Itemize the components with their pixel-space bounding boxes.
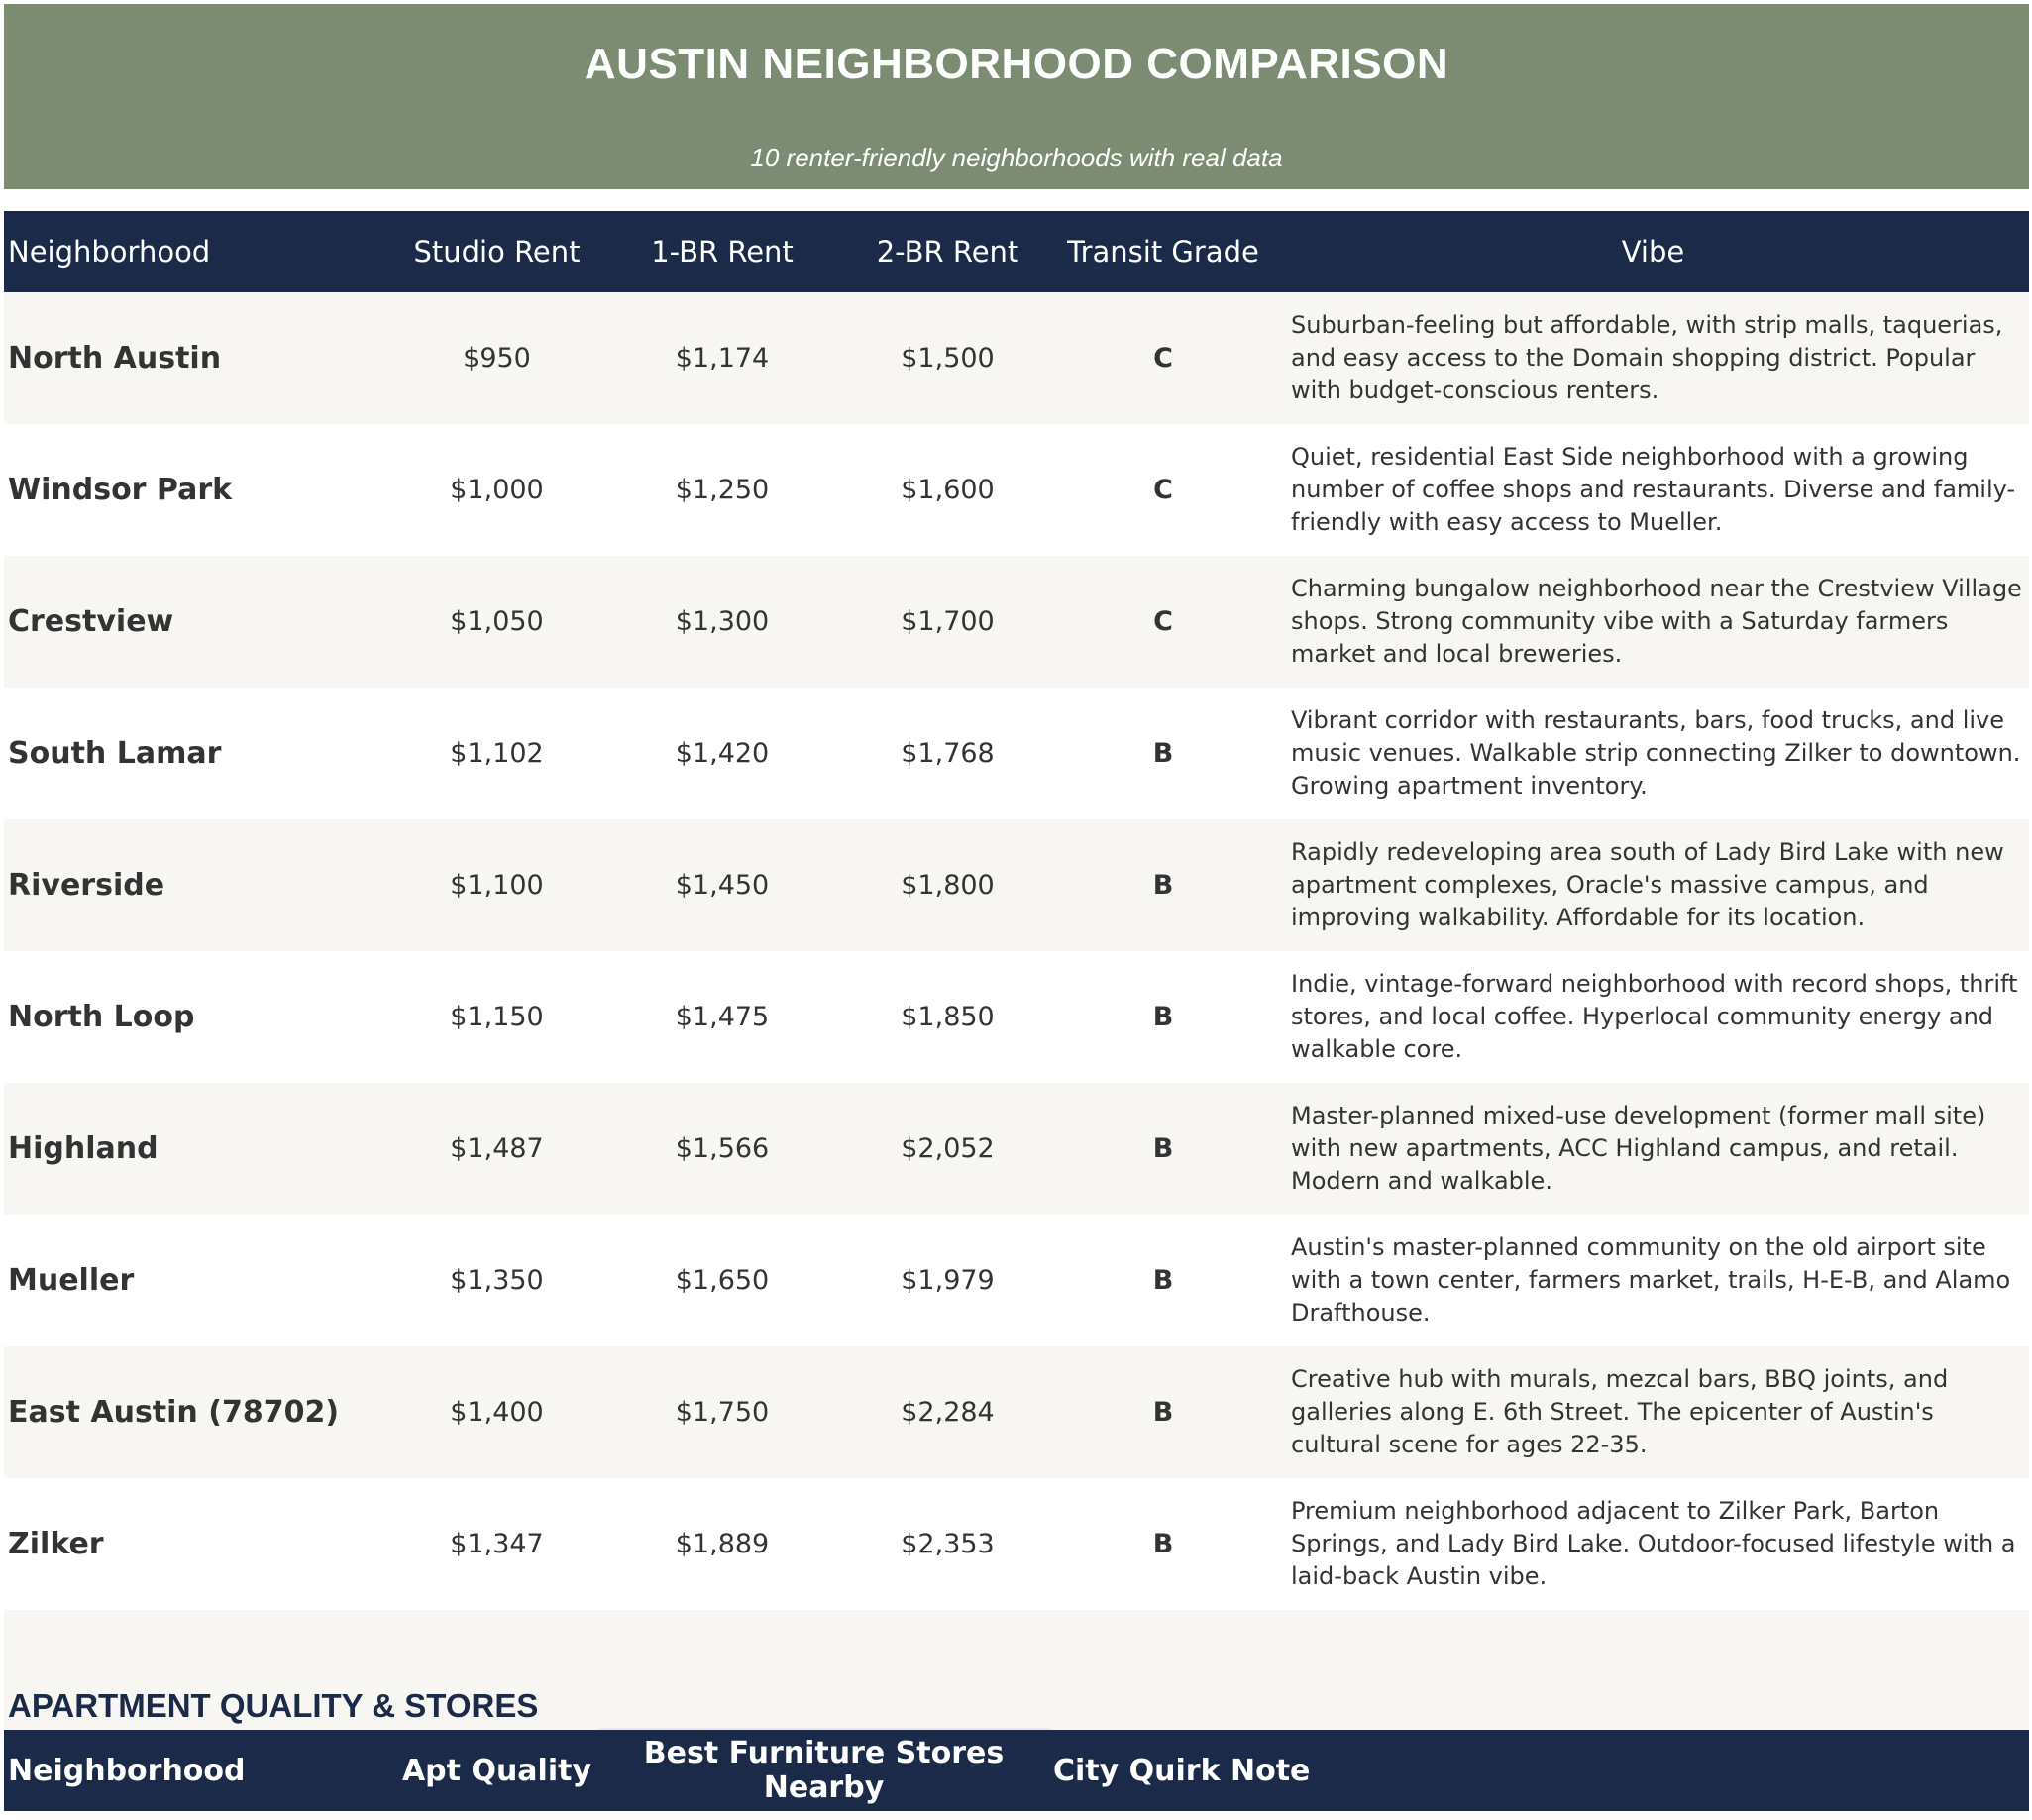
transit-grade-cell[interactable]: B (1152, 738, 1174, 769)
table-row[interactable] (4, 424, 2029, 556)
vibe-cell[interactable]: Creative hub with murals, mezcal bars, BBQ joints, and galleries along E. 6th Street. The epicenter of Austin's cultural scene for ages 22-35. (1291, 1365, 1949, 1458)
two-br-rent-cell[interactable]: $2,284 (901, 1397, 995, 1428)
table-row[interactable] (4, 688, 2029, 819)
one-br-rent-cell[interactable]: $1,420 (675, 738, 770, 769)
two-br-rent-cell[interactable]: $1,768 (901, 738, 995, 769)
col-header-2br[interactable]: 2-BR Rent (876, 235, 1019, 268)
table-row[interactable] (4, 1478, 2029, 1610)
neighborhood-cell[interactable]: Highland (8, 1131, 159, 1166)
quality-col-apt-quality[interactable]: Apt Quality (401, 1753, 592, 1788)
transit-grade-cell[interactable]: B (1152, 870, 1174, 901)
transit-grade-cell[interactable]: C (1153, 475, 1173, 505)
neighborhood-cell[interactable]: North Austin (8, 341, 222, 375)
one-br-rent-cell[interactable]: $1,174 (675, 343, 770, 374)
vibe-cell[interactable]: Suburban-feeling but affordable, with strip malls, taquerias, and easy access to the Domain shopping district. Popular with budget-conscious renters. (1291, 311, 2003, 404)
table-row[interactable] (4, 819, 2029, 951)
table-row[interactable] (4, 1215, 2029, 1346)
transit-grade-cell[interactable]: B (1152, 1397, 1174, 1428)
one-br-rent-cell[interactable]: $1,650 (675, 1265, 770, 1296)
quality-col-furniture[interactable]: Best Furniture Stores Nearby (643, 1736, 1005, 1805)
two-br-rent-cell[interactable]: $1,600 (901, 475, 995, 505)
two-br-rent-cell[interactable]: $1,700 (901, 606, 995, 637)
transit-grade-cell[interactable]: B (1152, 1133, 1174, 1164)
table-row[interactable] (4, 1346, 2029, 1478)
studio-rent-cell[interactable]: $1,102 (450, 738, 544, 769)
quality-section (4, 1610, 2029, 1730)
table-row[interactable] (4, 1083, 2029, 1215)
col-header-vibe[interactable]: Vibe (1621, 235, 1685, 268)
neighborhood-cell[interactable]: Mueller (8, 1263, 135, 1298)
one-br-rent-cell[interactable]: $1,566 (675, 1133, 770, 1164)
two-br-rent-cell[interactable]: $1,800 (901, 870, 995, 901)
studio-rent-cell[interactable]: $1,487 (450, 1133, 544, 1164)
col-header-studio[interactable]: Studio Rent (413, 235, 581, 268)
two-br-rent-cell[interactable]: $2,353 (901, 1529, 995, 1559)
transit-grade-cell[interactable]: B (1152, 1265, 1174, 1296)
vibe-cell[interactable]: Vibrant corridor with restaurants, bars, food trucks, and live music venues. Walkable strip connecting Zilker to downtown. Growing apartment inventory. (1291, 706, 2021, 800)
studio-rent-cell[interactable]: $1,100 (450, 870, 544, 901)
neighborhood-cell[interactable]: Windsor Park (8, 473, 233, 507)
one-br-rent-cell[interactable]: $1,889 (675, 1529, 770, 1559)
two-br-rent-cell[interactable]: $2,052 (901, 1133, 995, 1164)
transit-grade-cell[interactable]: B (1152, 1529, 1174, 1559)
quality-col-quirk[interactable]: City Quirk Note (1053, 1753, 1311, 1788)
transit-grade-cell[interactable]: B (1152, 1002, 1174, 1032)
col-header-1br[interactable]: 1-BR Rent (651, 235, 794, 268)
table-header-row (4, 211, 2029, 292)
title-banner (4, 4, 2029, 189)
one-br-rent-cell[interactable]: $1,450 (675, 870, 770, 901)
col-header-neighborhood[interactable]: Neighborhood (8, 235, 211, 268)
table-row[interactable] (4, 292, 2029, 424)
vibe-cell[interactable]: Indie, vintage-forward neighborhood with record shops, thrift stores, and local coffee. Hyperlocal community energy and walkable core. (1291, 970, 2018, 1063)
comparison-table (4, 211, 2029, 1610)
vibe-cell[interactable]: Premium neighborhood adjacent to Zilker Park, Barton Springs, and Lady Bird Lake. Outdoor-focused lifestyle with a laid-back Austin vibe. (1291, 1497, 2016, 1590)
one-br-rent-cell[interactable]: $1,475 (675, 1002, 770, 1032)
neighborhood-cell[interactable]: East Austin (78702) (8, 1395, 340, 1430)
neighborhood-cell[interactable]: North Loop (8, 1000, 195, 1034)
two-br-rent-cell[interactable]: $1,500 (901, 343, 995, 374)
cell-border (599, 1728, 1050, 1730)
neighborhood-cell[interactable]: Riverside (8, 868, 165, 903)
two-br-rent-cell[interactable]: $1,979 (901, 1265, 995, 1296)
studio-rent-cell[interactable]: $1,150 (450, 1002, 544, 1032)
transit-grade-cell[interactable]: C (1153, 606, 1173, 637)
one-br-rent-cell[interactable]: $1,250 (675, 475, 770, 505)
page-subtitle: 10 renter-friendly neighborhoods with real data (750, 143, 1283, 172)
one-br-rent-cell[interactable]: $1,750 (675, 1397, 770, 1428)
spacer (4, 189, 2029, 211)
quality-col-neighborhood[interactable]: Neighborhood (8, 1753, 246, 1788)
vibe-cell[interactable]: Charming bungalow neighborhood near the Crestview Village shops. Strong community vibe with a Saturday farmers market and local breweries. (1291, 575, 2022, 668)
two-br-rent-cell[interactable]: $1,850 (901, 1002, 995, 1032)
section-title: APARTMENT QUALITY & STORES (8, 1687, 539, 1724)
studio-rent-cell[interactable]: $1,347 (450, 1529, 544, 1559)
vibe-cell[interactable]: Master-planned mixed-use development (former mall site) with new apartments, ACC Highland campus, and retail. Modern and walkable. (1291, 1102, 1986, 1195)
vibe-cell[interactable]: Quiet, residential East Side neighborhood with a growing number of coffee shops and restaurants. Diverse and family-friendly with easy access to Mueller. (1291, 443, 2016, 536)
transit-grade-cell[interactable]: C (1153, 343, 1173, 374)
quality-header-row (4, 1730, 2029, 1811)
neighborhood-cell[interactable]: Zilker (8, 1527, 104, 1561)
neighborhood-cell[interactable]: South Lamar (8, 736, 222, 771)
studio-rent-cell[interactable]: $1,000 (450, 475, 544, 505)
studio-rent-cell[interactable]: $1,050 (450, 606, 544, 637)
page-title: AUSTIN NEIGHBORHOOD COMPARISON (584, 40, 1449, 88)
vibe-cell[interactable]: Austin's master-planned community on the old airport site with a town center, farmers market, trails, H-E-B, and Alamo Drafthouse. (1291, 1233, 2011, 1327)
vibe-cell[interactable]: Rapidly redeveloping area south of Lady Bird Lake with new apartment complexes, Oracle's massive campus, and improving walkability. Affordable for its location. (1291, 838, 2004, 931)
neighborhood-cell[interactable]: Crestview (8, 604, 174, 639)
table-row[interactable] (4, 556, 2029, 688)
table-row[interactable] (4, 951, 2029, 1083)
studio-rent-cell[interactable]: $950 (463, 343, 531, 374)
studio-rent-cell[interactable]: $1,400 (450, 1397, 544, 1428)
studio-rent-cell[interactable]: $1,350 (450, 1265, 544, 1296)
col-header-transit[interactable]: Transit Grade (1067, 235, 1259, 268)
one-br-rent-cell[interactable]: $1,300 (675, 606, 770, 637)
quality-table (4, 1730, 2029, 1811)
spreadsheet (4, 4, 2029, 1811)
